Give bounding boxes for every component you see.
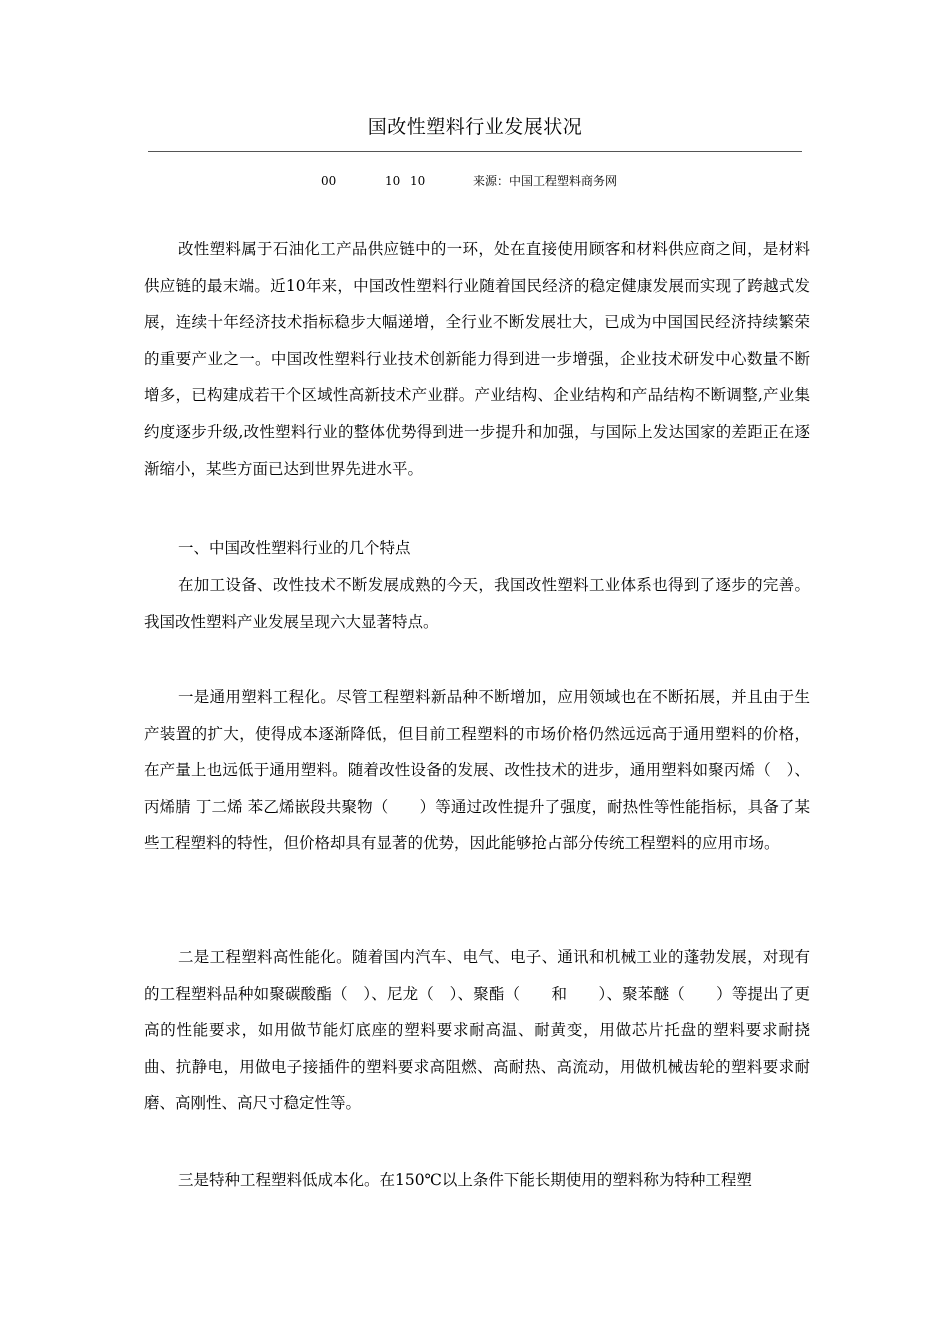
meta-date-part-2: 10 — [385, 174, 401, 188]
point-2-paragraph: 二是工程塑料高性能化。随着国内汽车、电气、电子、通讯和机械工业的蓬勃发展，对现有的工程塑料品种如聚碳酸酯（ ）、尼龙（ ）、聚酯（ 和 ）、聚苯醚（ ）等提出了更高的性能要求，如用做节能灯底座的塑料要求耐高温、耐黄变，用做芯片托盘的塑料要求耐挠曲、抗静电，用做电子接插件的塑料要求高阻燃、高耐热、高流动，用做机械齿轮的塑料要求耐磨、高刚性、高尺寸稳定性等。 — [144, 948, 810, 1113]
title-divider — [148, 151, 802, 152]
point-1-paragraph: 一是通用塑料工程化。尽管工程塑料新品种不断增加，应用领域也在不断拓展，并且由于生产装置的扩大，使得成本逐渐降低，但目前工程塑料的市场价格仍然远远高于通用塑料的价格，在产量上也远低于通用塑料。随着改性设备的发展、改性技术的进步，通用塑料如聚丙烯（ ）、丙烯腈 丁二烯 苯乙烯嵌段共聚物（ ）等通过改性提升了强度，耐热性等性能指标，具备了某些工程塑料的特性，但价格却具有显著的优势，因此能够抢占部分传统工程塑料的应用市场。 — [144, 688, 810, 853]
intro-paragraph: 改性塑料属于石油化工产品供应链中的一环，处在直接使用顾客和材料供应商之间，是材料供应链的最末端。近10年来，中国改性塑料行业随着国民经济的稳定健康发展而实现了跨越式发展，连续十年经济技术指标稳步大幅递增，全行业不断发展壮大，已成为中国国民经济持续繁荣的重要产业之一。中国改性塑料行业技术创新能力得到进一步增强，企业技术研发中心数量不断增多，已构建成若干个区域性高新技术产业群。产业结构、企业结构和产品结构不断调整,产业集约度逐步升级,改性塑料行业的整体优势得到进一步提升和加强，与国际上发达国家的差距正在逐渐缩小，某些方面已达到世界先进水平。 — [144, 240, 810, 478]
document-title: 国改性塑料行业发展状况 — [367, 116, 583, 138]
meta-source: 来源：中国工程塑料商务网 — [473, 174, 618, 188]
meta-date-part-3: 10 — [410, 174, 426, 188]
section-heading: 一、中国改性塑料行业的几个特点 — [178, 539, 411, 557]
meta-date-part-1: 00 — [321, 174, 337, 188]
section-intro-paragraph: 在加工设备、改性技术不断发展成熟的今天，我国改性塑料工业体系也得到了逐步的完善。我国改性塑料产业发展呈现六大显著特点。 — [144, 576, 810, 631]
point-3-paragraph: 三是特种工程塑料低成本化。在150℃以上条件下能长期使用的塑料称为特种工程塑 — [178, 1171, 752, 1189]
